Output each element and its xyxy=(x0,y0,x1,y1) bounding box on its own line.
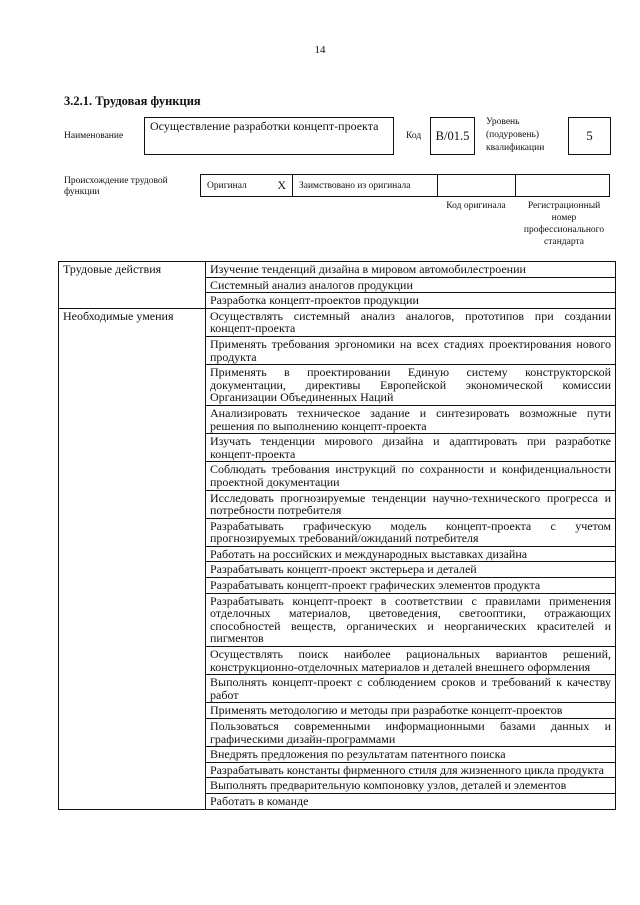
labor-function-code: B/01.5 xyxy=(430,117,475,155)
section-item: Осуществлять системный анализ аналогов, прототипов при создании концепт-проекта xyxy=(206,308,616,336)
section-item: Применять в проектировании Единую систему конструкторской документации, директивы Европейской экономической комиссии Организации Объединенных Наций xyxy=(206,365,616,406)
origin-original-cell xyxy=(201,175,293,196)
section-item: Пользоваться современными информационными базами данных и графическими дизайн-программами xyxy=(206,719,616,747)
section-item: Разрабатывать концепт-проект экстерьера и деталей xyxy=(206,562,616,578)
section-item: Разрабатывать константы фирменного стиля для жизненного цикла продукта xyxy=(206,762,616,778)
labor-function-name: Осуществление разработки концепт-проекта xyxy=(144,117,394,155)
section-category: Необходимые умения xyxy=(59,308,206,809)
section-item: Осуществлять поиск наиболее рациональных вариантов решений, конструкционно-отделочных материалов и деталей внешнего оформления xyxy=(206,647,616,675)
section-item: Разрабатывать концепт-проект графических элементов продукта xyxy=(206,578,616,594)
section-category: Трудовые действия xyxy=(59,262,206,309)
page-number: 14 xyxy=(314,44,326,56)
qualification-level-value: 5 xyxy=(568,117,611,155)
original-label: Оригинал xyxy=(207,180,247,191)
section-item: Исследовать прогнозируемые тенденции научно-технического прогресса и потребности потребителя xyxy=(206,490,616,518)
section-item: Выполнять предварительную компоновку узлов, деталей и элементов xyxy=(206,778,616,794)
table-row xyxy=(59,262,616,278)
original-mark: X xyxy=(277,178,286,192)
section-item: Применять требования эргономики на всех стадиях проектирования нового продукта xyxy=(206,336,616,364)
origin-code-cell xyxy=(438,175,516,196)
origin-label: Происхождение трудовой функции xyxy=(64,176,168,197)
origin-code-caption: Код оригинала xyxy=(446,201,506,211)
table-row xyxy=(59,308,616,336)
origin-table xyxy=(200,174,610,197)
section-item: Применять методологию и методы при разработке концепт-проектов xyxy=(206,703,616,719)
name-label: Наименование xyxy=(64,131,124,141)
registration-number-caption: Регистрационный номер профессионального стандарта xyxy=(523,201,605,247)
code-label: Код xyxy=(406,131,422,141)
section-item: Разработка концепт-проектов продукции xyxy=(206,293,616,309)
section-item: Выполнять концепт-проект с соблюдением сроков и требований к качеству работ xyxy=(206,675,616,703)
origin-borrowed-cell xyxy=(293,175,438,196)
section-item: Внедрять предложения по результатам патентного поиска xyxy=(206,747,616,763)
section-title: 3.2.1. Трудовая функция xyxy=(64,94,201,108)
qualification-level-label: Уровень (подуровень) квалификации xyxy=(486,117,545,153)
section-item: Анализировать техническое задание и синтезировать возможные пути решения по выполнению концепт-проекта xyxy=(206,405,616,433)
section-item: Изучать тенденции мирового дизайна и адаптировать при разработке концепт-проекта xyxy=(206,434,616,462)
section-item: Работать на российских и международных выставках дизайна xyxy=(206,546,616,562)
section-item: Разрабатывать графическую модель концепт-проекта с учетом прогнозируемых требований/ожиданий потребителя xyxy=(206,518,616,546)
origin-reg-cell xyxy=(516,175,609,196)
requirements-table xyxy=(58,261,616,810)
section-item: Системный анализ аналогов продукции xyxy=(206,277,616,293)
section-item: Разрабатывать концепт-проект в соответствии с правилами применения отделочных материалов, цветоведения, светооптики, отражающих способностей веществ, органических и неорганических красителей и пигментов xyxy=(206,593,616,646)
section-item: Соблюдать требования инструкций по сохранности и конфиденциальности проектной документации xyxy=(206,462,616,490)
section-item: Работать в команде xyxy=(206,793,616,809)
borrowed-label: Заимствовано из оригинала xyxy=(299,180,411,191)
section-item: Изучение тенденций дизайна в мировом автомобилестроении xyxy=(206,262,616,278)
